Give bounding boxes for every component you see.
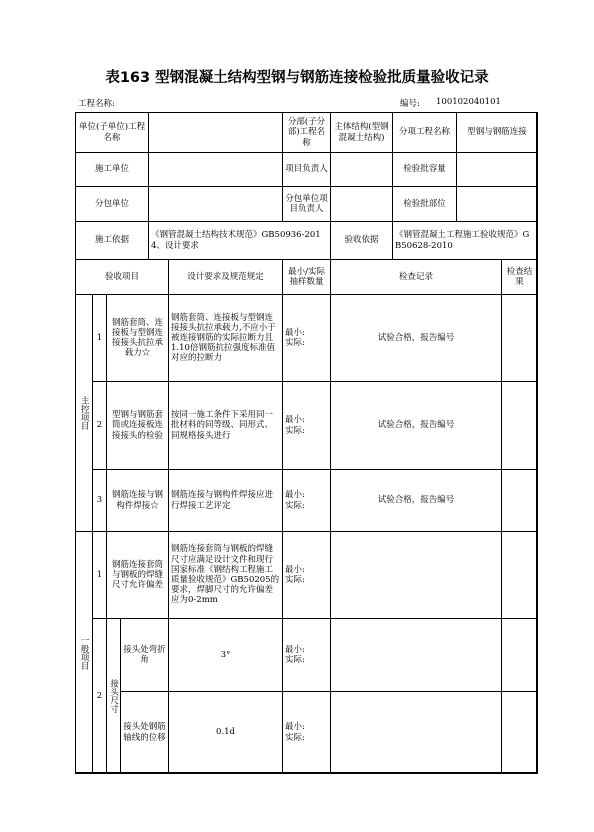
check-result[interactable] [502, 382, 538, 470]
item-name: 接头处弯折角 [121, 619, 169, 692]
project-leader-value[interactable] [331, 153, 393, 187]
check-result[interactable] [502, 532, 538, 619]
number-label: 编号: [400, 99, 420, 109]
check-record[interactable]: 试验合格，报告编号 [331, 470, 502, 532]
check-result[interactable] [502, 470, 538, 532]
item-name: 钢筋连接套筒与钢板的焊缝尺寸允许偏差 [107, 532, 169, 619]
col-result: 检查结果 [502, 260, 538, 295]
batch-capacity-value[interactable] [457, 153, 538, 187]
item-requirement: 钢筋套筒、连接板与型钢连接接头抗拉承载力,不应小于被连接钢筋的实际拉断力且1.10倍钢筋抗拉强度标准值对应的拉断力 [169, 295, 283, 382]
general-row-2a [76, 619, 538, 692]
item-requirement: 3° [169, 619, 283, 692]
header-row-3 [76, 187, 538, 222]
construction-unit-value[interactable] [149, 153, 283, 187]
row-number: 2 [93, 382, 107, 470]
main-row-1 [76, 295, 538, 382]
subcontract-leader-label: 分包单位项目负责人 [283, 187, 331, 222]
inspection-form-table [75, 112, 538, 774]
item-name: 型钢与钢筋套筒或连接板连接接头的检验 [107, 382, 169, 470]
item-name: 接头处钢筋轴线的位移 [121, 692, 169, 774]
number-value: 100102040101 [436, 97, 501, 107]
row-number: 3 [93, 470, 107, 532]
check-result[interactable] [502, 619, 538, 692]
col-requirement: 设计要求及规范规定 [169, 260, 283, 295]
subitem-label: 分项工程名称 [393, 113, 457, 153]
item-name: 钢筋套筒、连接板与型钢连接接头抗拉承载力☆ [107, 295, 169, 382]
item-requirement: 钢筋连接套筒与钢板的焊缝尺寸应满足设计文件和现行国家标准《钢结构工程施工质量验收规范》GB50205的要求，焊脚尺寸的允许偏差应为0-2mm [169, 532, 283, 619]
subcontract-leader-value[interactable] [331, 187, 393, 222]
basis-label: 施工依据 [76, 222, 149, 260]
batch-part-value[interactable] [457, 187, 538, 222]
item-requirement: 0.1d [169, 692, 283, 774]
sample-count[interactable]: 最小: 实际: [283, 619, 331, 692]
unit-name-value[interactable] [149, 113, 283, 153]
batch-capacity-label: 检验批容量 [393, 153, 457, 187]
unit-name-label: 单位(子单位)工程名称 [76, 113, 149, 153]
joint-size-group: 接头尺寸 [107, 619, 121, 774]
check-result[interactable] [502, 692, 538, 774]
column-header-row [76, 260, 538, 295]
item-name: 钢筋连接与钢构件焊接☆ [107, 470, 169, 532]
header-row-4 [76, 222, 538, 260]
general-row-2b [76, 692, 538, 774]
subcontract-unit-value[interactable] [149, 187, 283, 222]
acceptance-basis-value: 《钢管混凝土工程施工验收规范》GB50628-2010 [393, 222, 538, 260]
construction-unit-label: 施工单位 [76, 153, 149, 187]
sample-count[interactable]: 最小: 实际: [283, 382, 331, 470]
check-record[interactable] [331, 692, 502, 774]
project-leader-label: 项目负责人 [283, 153, 331, 187]
main-row-3 [76, 470, 538, 532]
check-record[interactable]: 试验合格，报告编号 [331, 382, 502, 470]
main-row-2 [76, 382, 538, 470]
subunit-value: 主体结构(型钢混凝土结构) [331, 113, 393, 153]
header-row-2 [76, 153, 538, 187]
page-title: 表163 型钢混凝土结构型钢与钢筋连接检验批质量验收记录 [105, 70, 489, 86]
col-item: 验收项目 [76, 260, 169, 295]
acceptance-basis-label: 验收依据 [331, 222, 393, 260]
basis-value: 《钢管混凝土结构技术规范》GB50936-2014、设计要求 [149, 222, 331, 260]
col-sample: 最小/实际抽样数量 [283, 260, 331, 295]
sample-count[interactable]: 最小: 实际: [283, 470, 331, 532]
subunit-label: 分部(子分部)工程名称 [283, 113, 331, 153]
row-number: 1 [93, 532, 107, 619]
item-requirement: 钢筋连接与钢构件焊接应进行焊接工艺评定 [169, 470, 283, 532]
row-number: 2 [93, 619, 107, 774]
batch-part-label: 检验批部位 [393, 187, 457, 222]
project-name-label: 工程名称: [78, 99, 115, 109]
sample-count[interactable]: 最小: 实际: [283, 532, 331, 619]
general-items-label: 一般项目 [76, 532, 93, 774]
sample-count[interactable]: 最小: 实际: [283, 295, 331, 382]
col-record: 检查记录 [331, 260, 502, 295]
item-requirement: 按同一施工条件下采用同一批材料的同等级、同形式、同规格接头进行 [169, 382, 283, 470]
subcontract-unit-label: 分包单位 [76, 187, 149, 222]
check-record[interactable] [331, 619, 502, 692]
subitem-value: 型钢与钢筋连接 [457, 113, 538, 153]
general-row-1 [76, 532, 538, 619]
check-record[interactable]: 试验合格，报告编号 [331, 295, 502, 382]
row-number: 1 [93, 295, 107, 382]
sample-count[interactable]: 最小: 实际: [283, 692, 331, 774]
main-items-label: 主控项目 [76, 295, 93, 532]
check-record[interactable] [331, 532, 502, 619]
header-row-1 [76, 113, 538, 153]
check-result[interactable] [502, 295, 538, 382]
